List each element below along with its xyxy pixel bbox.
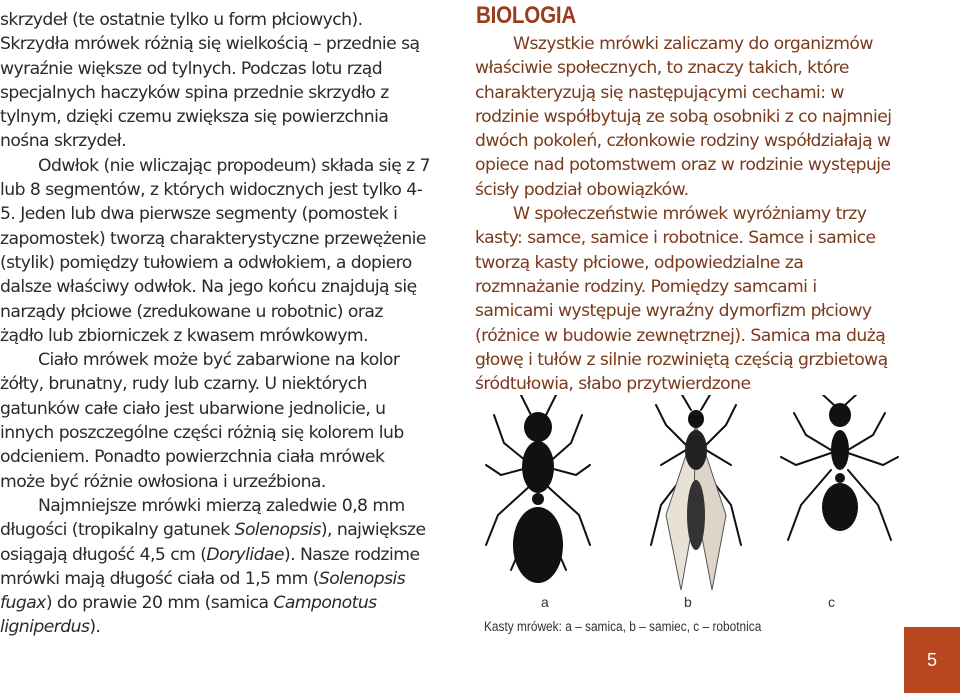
page-number-box [904,627,960,693]
ant-illustration [476,395,944,595]
paragraph-castes: W społeczeństwie mrówek wyróżniamy trzy kasty: samce, samice i robotnice. Samce i samice tworzą kasty płciowe, odpowiedzialne za rozmnażanie rodziny. Pomiędzy samcami i samicami występuje wyraźny dymorfizm płciowy (różnice w budowie zewnętrznej). Samica ma dużą głowę i tułów z silnie rozwiniętą częścią grzbietową śródtułowia, słabo przytwierdzone [475,204,888,395]
text-run: ), największe osiągają długość 4,5 cm ( [0,520,426,565]
text-run: Najmniejsze mrówki mierzą zaledwie 0,8 mm długości (tropikalny gatunek [0,495,405,541]
paragraph-social: Wszystkie mrówki zaliczamy do organizmów właściwie społecznych, to znaczy takich, które charakteryzują się następującymi cechami: w rodzinie współbytują ze sobą osobniki z co najmniej dwóch pokoleń, członkowie rodziny współdziałają w opiece nad potomstwem oraz w rodzinie występuje ścisły podział obowiązków. [475,34,892,200]
page-number: 5 [926,649,937,670]
paragraph-wings: skrzydeł (te ostatnie tylko u form płciowych). Skrzydła mrówek różnią się wielkością – przednie są wyraźnie większe od tylnych. Podczas lotu rząd specjalnych haczyków spina przednie skrzydło z tylnym, dzięki czemu zwiększa się powierzchnia nośna skrzydeł. [0,10,420,152]
species-name: Solenopsis fugax [0,568,406,614]
paragraph-body-color: Ciało mrówek może być zabarwione na kolor żółty, brunatny, rudy lub czarny. U niektórych gatunków całe ciało jest ubarwione jednolicie, u innych poszczególne części różnią się kolorem lub odcieniem. Ponadto powierzchnia ciała mrówek może być różnie owłosiona i urzeźbiona. [0,350,404,492]
figure-label-b: b [684,594,692,610]
figure-label-c: c [828,594,835,610]
paragraph-size [0,494,430,640]
section-title: BIOLOGIA [476,2,576,29]
figure-label-a: a [541,594,549,610]
species-name: Camponotus ligniperdus [0,593,377,638]
species-name: Solenopsis [234,520,321,541]
text-run: ). Nasze rodzime mrówki mają długość ciała od 1,5 mm ( [0,544,420,589]
text-run: ) do prawie 20 mm (samica [45,593,274,614]
family-name: Dorylidae [206,544,284,565]
paragraph-abdomen: Odwłok (nie wliczając propodeum) składa się z 7 lub 8 segmentów, z których widocznych jest tylko 4-5. Jeden lub dwa pierwsze segmenty (pomostek i zapomostek) tworzą charakterystyczne przewężenie (stylik) pomiędzy tułowiem a odwłokiem, a dopiero dalsze właściwy odwłok. Na jego końcu znajdują się narządy płciowe (zredukowane u robotnic) oraz żądło lub zbiorniczek z kwasem mrówkowym. [0,155,430,346]
left-text-column [0,8,430,640]
text-run: ). [89,617,101,638]
right-text-column [475,32,898,396]
figure-caption: Kasty mrówek: a – samica, b – samiec, c – robotnica [484,619,762,634]
